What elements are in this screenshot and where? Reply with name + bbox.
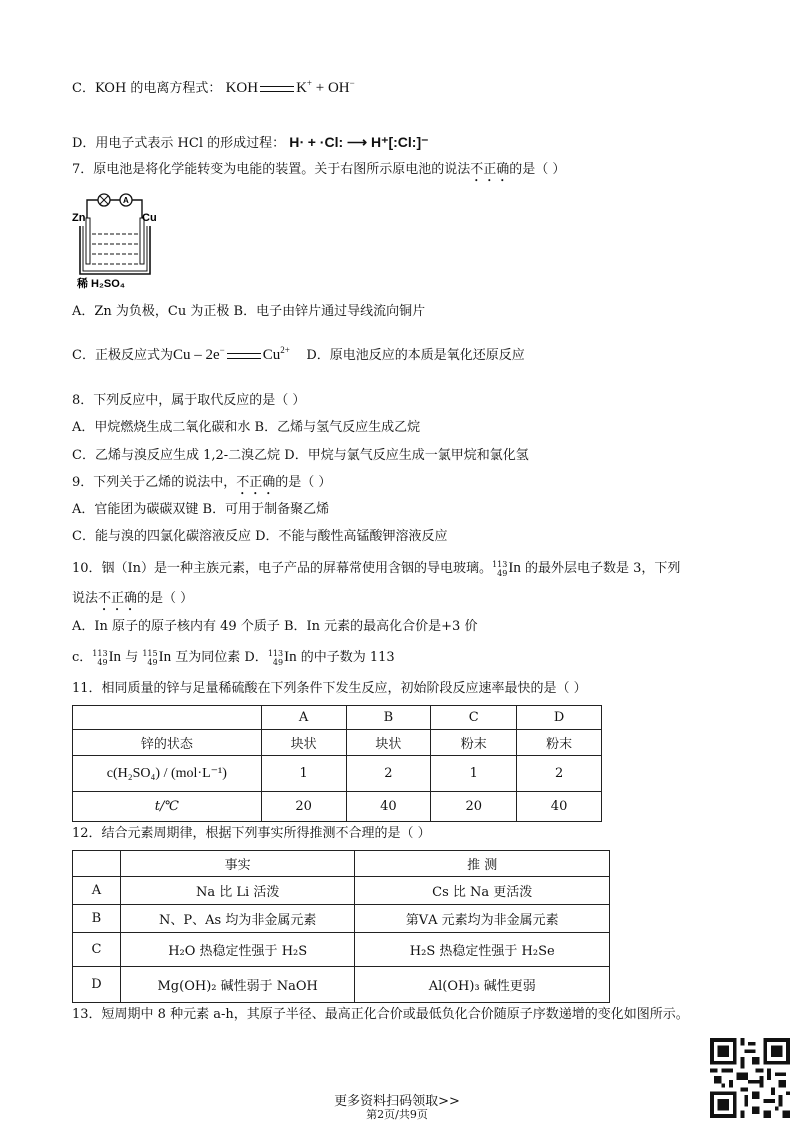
footer-more-link[interactable]: 更多资料扫码领取>>: [334, 1094, 460, 1109]
q13-stem: 13．短周期中 8 种元素 a-h，其原子半径、最高正化合价或最低负化合价随原子序数递增的变化如图所示。: [72, 1007, 689, 1022]
table-row: D Mg(OH)₂ 碱性弱于 NaOH Al(OH)₃ 碱性更弱: [73, 967, 610, 1003]
q10-options-cd: c． 113 49 In 与 115 49 In 互为同位素 D． 113 49 In 的中子数为 113: [72, 648, 395, 667]
table-header-row: A B C D: [73, 706, 602, 730]
q12-stem: 12．结合元素周期律，根据下列事实所得推测不合理的是（ ）: [72, 826, 431, 841]
q7-options-cd: C．正极反应式为Cu – 2e− $Cu^{2+}$ D．原电池反应的本质是氧化还原反应: [72, 345, 525, 363]
option-c-koh: C．KOH 的电离方程式： KOH K+ + OH−: [72, 78, 355, 96]
table-header-row: 事实 推 测: [73, 851, 610, 877]
cu-label: Cu: [142, 212, 157, 224]
q12-table: [72, 850, 610, 1003]
koh-equation: KOH K+ + OH−: [225, 78, 355, 96]
table-row: 锌的状态 块状 块状 粉末 粉末: [73, 730, 602, 756]
electrolyte-label: 稀 H₂SO₄: [77, 278, 126, 290]
q9-stem: 9．下列关于乙烯的说法中，不正确的是（ ）: [72, 475, 332, 490]
q11-table: [72, 705, 602, 822]
q10-stem: 10．铟（In）是一种主族元素，电子产品的屏幕常使用含铟的导电玻璃。 113 49 In 的最外层电子数是 3，下列: [72, 559, 681, 578]
svg-text:A: A: [123, 196, 129, 205]
q10-options-ab: A．In 原子的原子核内有 49 个质子 B．In 元素的最高化合价是+3 价: [72, 619, 478, 634]
table-row: A Na 比 Li 活泼 Cs 比 Na 更活泼: [73, 877, 610, 905]
table-row: B N、P、As 均为非金属元素 第ⅤA 元素均为非金属元素: [73, 905, 610, 933]
page-number: 第2页/共9页: [366, 1108, 428, 1121]
q8-stem: 8．下列反应中，属于取代反应的是（ ）: [72, 393, 306, 408]
table-row: t/℃ 20 40 20 40: [73, 792, 602, 822]
hcl-electron-formula: H⋅ + ·Cl: ⟶ H⁺[:Cl:]⁻: [289, 134, 429, 150]
q11-stem: 11．相同质量的锌与足量稀硫酸在下列条件下发生反应，初始阶段反应速率最快的是（ ）: [72, 681, 587, 696]
q9-options-ab: A．官能团为碳碳双键 B．可用于制备聚乙烯: [72, 502, 330, 517]
q8-options-ab: A．甲烷燃烧生成二氧化碳和水 B．乙烯与氢气反应生成乙烷: [72, 420, 421, 435]
q7-options-ab: A．Zn 为负极，Cu 为正极 B．电子由锌片通过导线流向铜片: [72, 304, 426, 319]
q9-options-cd: C．能与溴的四氯化碳溶液反应 D．不能与酸性高锰酸钾溶液反应: [72, 529, 448, 544]
q10-stem-cont: 说法不正确的是（ ）: [72, 591, 194, 606]
table-row: C H₂O 热稳定性强于 H₂S H₂S 热稳定性强于 H₂Se: [73, 933, 610, 967]
zn-label: Zn: [72, 212, 86, 224]
q8-options-cd: C．乙烯与溴反应生成 1,2-二溴乙烷 D．甲烷与氯气反应生成一氯甲烷和氯化氢: [72, 448, 529, 463]
table-row: c(H₂SO₄) / (mol·L⁻¹) 1 2 1 2: [73, 756, 602, 792]
q7-stem: 7．原电池是将化学能转变为电能的装置。关于右图所示原电池的说法不正确的是（ ）: [72, 162, 566, 177]
galvanic-cell-figure: [72, 190, 162, 290]
option-d-hcl: D．用电子式表示 HCl 的形成过程： H⋅ + ·Cl: ⟶ H⁺[:Cl:]⁻: [72, 134, 429, 151]
